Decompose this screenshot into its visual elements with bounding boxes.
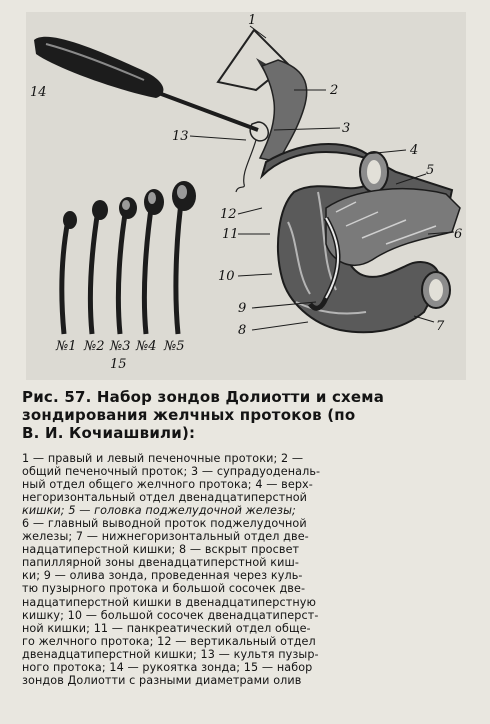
dolliotti-probe-illustration xyxy=(26,12,466,380)
label-1: 1 xyxy=(248,13,257,28)
probe-label-3: №3 xyxy=(110,339,131,354)
label-11: 11 xyxy=(222,227,239,242)
legend-line: надцатиперстной кишки в двенадцатиперстную xyxy=(22,595,317,609)
probe-1 xyxy=(62,211,77,334)
legend-line: тю пузырного протока и большой сосочек две- xyxy=(22,582,306,596)
caption-line: Рис. 57. Набор зондов Долиотти и схема xyxy=(22,388,385,406)
legend-line: железы; 7 — нижнегоризонтальный отдел две- xyxy=(22,530,309,544)
legend-line: 6 — главный выводной проток поджелудочной xyxy=(22,517,307,531)
probe-set xyxy=(62,181,196,334)
legend-line: надцатиперстной кишки; 8 — вскрыт просвет xyxy=(22,543,300,557)
probe-label-1: №1 xyxy=(56,339,77,354)
probe-5 xyxy=(172,181,196,334)
label-12: 12 xyxy=(220,207,237,222)
label-4: 4 xyxy=(410,143,419,158)
probe-3 xyxy=(118,197,137,334)
probe-group-label: 15 xyxy=(110,357,127,372)
label-13: 13 xyxy=(172,129,189,144)
probe-label-5: №5 xyxy=(164,339,185,354)
legend-line: двенадцатиперстной кишки; 13 — культя пузыр- xyxy=(22,647,319,661)
legend-line: ки; 9 — олива зонда, проведенная через куль- xyxy=(22,569,303,583)
legend-line: общий печеночный проток; 3 — супрадуоденаль- xyxy=(22,465,321,479)
caption-line: В. И. Кочиашвили): xyxy=(22,424,196,442)
legend-line: го желчного протока; 12 — вертикальный отдел xyxy=(22,634,316,648)
label-9: 9 xyxy=(238,301,247,316)
bile-ducts xyxy=(218,30,307,192)
legend-line: ной кишки; 11 — панкреатический отдел обще- xyxy=(22,621,311,635)
label-2: 2 xyxy=(330,83,339,98)
figure-legend xyxy=(22,452,472,687)
label-7: 7 xyxy=(436,319,445,334)
legend-line: папиллярной зоны двенадцатиперстной киш- xyxy=(22,556,300,570)
probe-label-2: №2 xyxy=(84,339,105,354)
legend-line: негоризонтальный отдел двенадцатиперстной xyxy=(22,491,308,505)
legend-line: кишку; 10 — большой сосочек двенадцатиперст- xyxy=(22,608,319,622)
label-10: 10 xyxy=(218,269,235,284)
label-5: 5 xyxy=(426,163,435,178)
legend-line: 1 — правый и левый печеночные протоки; 2 — xyxy=(22,452,304,465)
label-3: 3 xyxy=(342,121,351,136)
legend-line: ного протока; 14 — рукоятка зонда; 15 — набор xyxy=(22,660,313,674)
legend-line: ный отдел общего желчного протока; 4 — верх- xyxy=(22,478,313,492)
label-6: 6 xyxy=(454,227,463,242)
probe-2 xyxy=(90,200,108,334)
probe-label-4: №4 xyxy=(136,339,157,354)
legend-line: зондов Долиотти с разными диаметрами олив xyxy=(22,673,302,687)
caption-line: зондирования желчных протоков (по xyxy=(22,406,356,424)
figure-caption xyxy=(22,388,472,442)
legend-line: кишки; 5 — головка поджелудочной железы; xyxy=(22,504,296,518)
figure-panel xyxy=(26,12,466,380)
probe-4 xyxy=(144,189,164,334)
label-14: 14 xyxy=(30,85,47,100)
label-8: 8 xyxy=(238,323,247,338)
